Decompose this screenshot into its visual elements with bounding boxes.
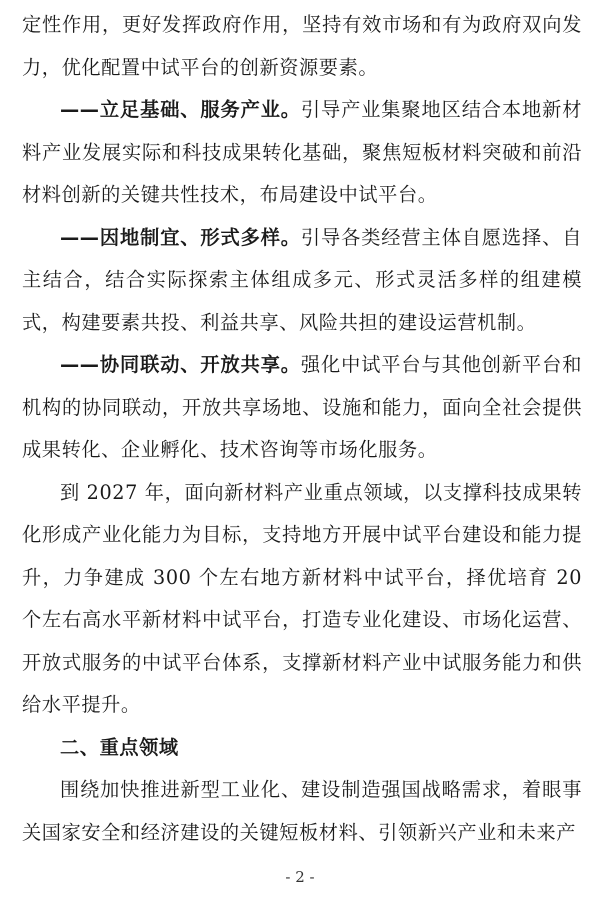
page-number: - 2 -	[285, 868, 315, 886]
principle-text-collaboration: 强化中试平台与其他创新平台和机构的协同联动，开放共享场地、设施和能力，面向全社会提供成果转化、企业孵化、技术咨询等市场化服务。	[22, 353, 583, 461]
document-body	[22, 4, 582, 854]
paragraph-goals-2027: 到 2027 年，面向新材料产业重点领域，以支撑科技成果转化形成产业化能力为目标，支持地方开展中试平台建设和能力提升，力争建成 300 个左右地方新材料中试平台，择优培育 20 个左右高水平新材料中试平台，打造专业化建设、市场化运营、开放式服务的中试平台体系，支撑新材料产业中试服务能力和供给水平提升。	[22, 480, 582, 716]
principle-lead-foundation: ——立足基础、服务产业。	[60, 98, 301, 121]
paragraph-principle-foundation	[22, 89, 582, 217]
paragraph-key-areas: 围绕加快推进新型工业化、建设制造强国战略需求，着眼事关国家安全和经济建设的关键短板材料、引领新兴产业和未来产	[22, 778, 582, 844]
principle-lead-collaboration: ——协同联动、开放共享。	[60, 353, 301, 376]
paragraph-principle-collaboration	[22, 344, 582, 472]
section-heading: 二、重点领域	[60, 735, 179, 759]
principle-lead-local: ——因地制宜、形式多样。	[60, 225, 301, 249]
paragraph-principle-local	[22, 217, 582, 345]
principle-text-local: 引导各类经营主体自愿选择、自主结合，结合实际探索主体组成多元、形式灵活多样的组建模式，构建要素共投、利益共享、风险共担的建设运营机制。	[22, 225, 583, 334]
paragraph-continuation: 定性作用，更好发挥政府作用，坚持有效市场和有为政府双向发力，优化配置中试平台的创新资源要素。	[22, 13, 582, 79]
principle-text-foundation: 引导产业集聚地区结合本地新材料产业发展实际和科技成果转化基础，聚焦短板材料突破和前沿材料创新的关键共性技术，布局建设中试平台。	[22, 98, 583, 206]
